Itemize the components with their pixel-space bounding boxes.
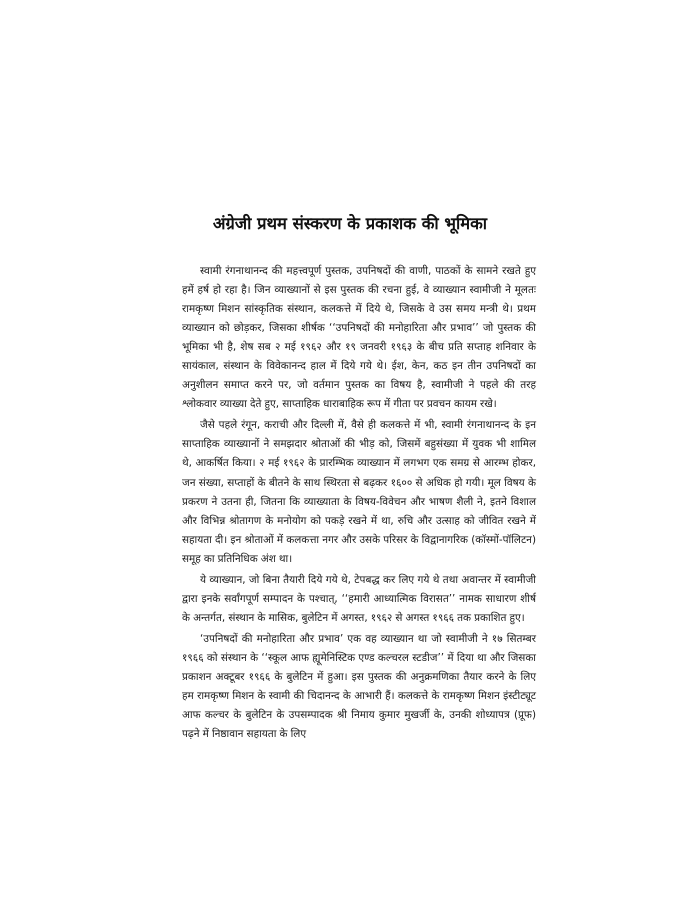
page-title: अंग्रेजी प्रथम संस्करण के प्रकाशक की भूमिका (212, 214, 488, 233)
paragraph-3: ये व्याख्यान, जो बिना तैयारी दिये गये थे, टेपबद्ध कर लिए गये थे तथा अवान्तर में स्वामीजी द्वारा इनके सर्वांगपूर्ण सम्पादन के पश्चात्, ‘‘हमारी आध्यात्मिक विरासत’’ नामक साधारण शीर्ष के अन्तर्गत, संस्थान के मासिक, बुलेटिन में अगस्त, १९६२ से अगस्त १९६६ तक प्रकाशित हुए। (182, 573, 536, 624)
body-text (182, 262, 536, 746)
paragraph-4: ‘उपनिषदों की मनोहारिता और प्रभाव’ एक वह व्याख्यान था जो स्वामीजी ने १७ सितम्बर १९६६ को संस्थान के ‘‘स्कूल आफ ह्यूमेनिस्टिक एण्ड कल्चरल स्टडीज’’ में दिया था और जिसका प्रकाशन अक्टूबर १९६६ के बुलेटिन में हुआ। इस पुस्तक की अनुक्रमणिका तैयार करने के लिए हम रामकृष्ण मिशन के स्वामी की चिदानन्द के आभारी हैं। कलकत्ते के रामकृष्ण मिशन इंस्टीट्यूट आफ कल्चर के बुलेटिन के उपसम्पादक श्री निमाय कुमार मुखर्जी के, उनकी शोध्यापत्र (प्रूफ) पढ़ने में निष्ठावान सहायता के लिए (182, 632, 536, 741)
paragraph-1: स्वामी रंगनाथानन्द की महत्त्वपूर्ण पुस्तक, उपनिषदों की वाणी, पाठकों के सामने रखते हुए हमें हर्ष हो रहा है। जिन व्याख्यानों से इस पुस्तक की रचना हुई, वे व्याख्यान स्वामीजी ने मूलतः रामकृष्ण मिशन सांस्कृतिक संस्थान, कलकत्ते में दिये थे, जिसके वे उस समय मन्त्री थे। प्रथम व्याख्यान को छोड़कर, जिसका शीर्षक ‘‘उपनिषदों की मनोहारिता और प्रभाव’’ जो पुस्तक की भूमिका भी है, शेष सब २ मई १९६२ और १९ जनवरी १९६३ के बीच प्रति सप्ताह शनिवार के सायंकाल, संस्थान के विवेकानन्द हाल में दिये गये थे। ईश, केन, कठ इन तीन उपनिषदों का अनुशीलन समाप्त करने पर, जो वर्तमान पुस्तक का विषय है, स्वामीजी ने पहले की तरह श्लोकवार व्याख्या देते हुए, साप्ताहिक धाराबाहिक रूप में गीता पर प्रवचन कायम रखे। (182, 265, 536, 411)
paragraph-2: जैसे पहले रंगून, कराची और दिल्ली में, वैसे ही कलकत्ते में भी, स्वामी रंगनाथानन्द के इन साप्ताहिक व्याख्यानों ने समझदार श्रोताओं की भीड़ को, जिसमें बहुसंख्या में युवक भी शामिल थे, आकर्षित किया। २ मई १९६२ के प्रारम्भिक व्याख्यान में लगभग एक समग्र से आरम्भ होकर, जन संख्या, सप्ताहों के बीतने के साथ स्थिरता से बढ़कर १६०० से अधिक हो गयी। मूल विषय के प्रकरण ने उतना ही, जितना कि व्याख्याता के विषय-विवेचन और भाषण शैली ने, इतने विशाल और विभिन्न श्रोतागण के मनोयोग को पकड़े रखने में था, रुचि और उत्साह को जीवित रखने में सहायता दी। इन श्रोताओं में कलकत्ता नगर और उसके परिसर के विद्वानागरिक (कॉस्मों-पॉलिटन) समूह का प्रतिनिधिक अंश था। (182, 419, 536, 565)
